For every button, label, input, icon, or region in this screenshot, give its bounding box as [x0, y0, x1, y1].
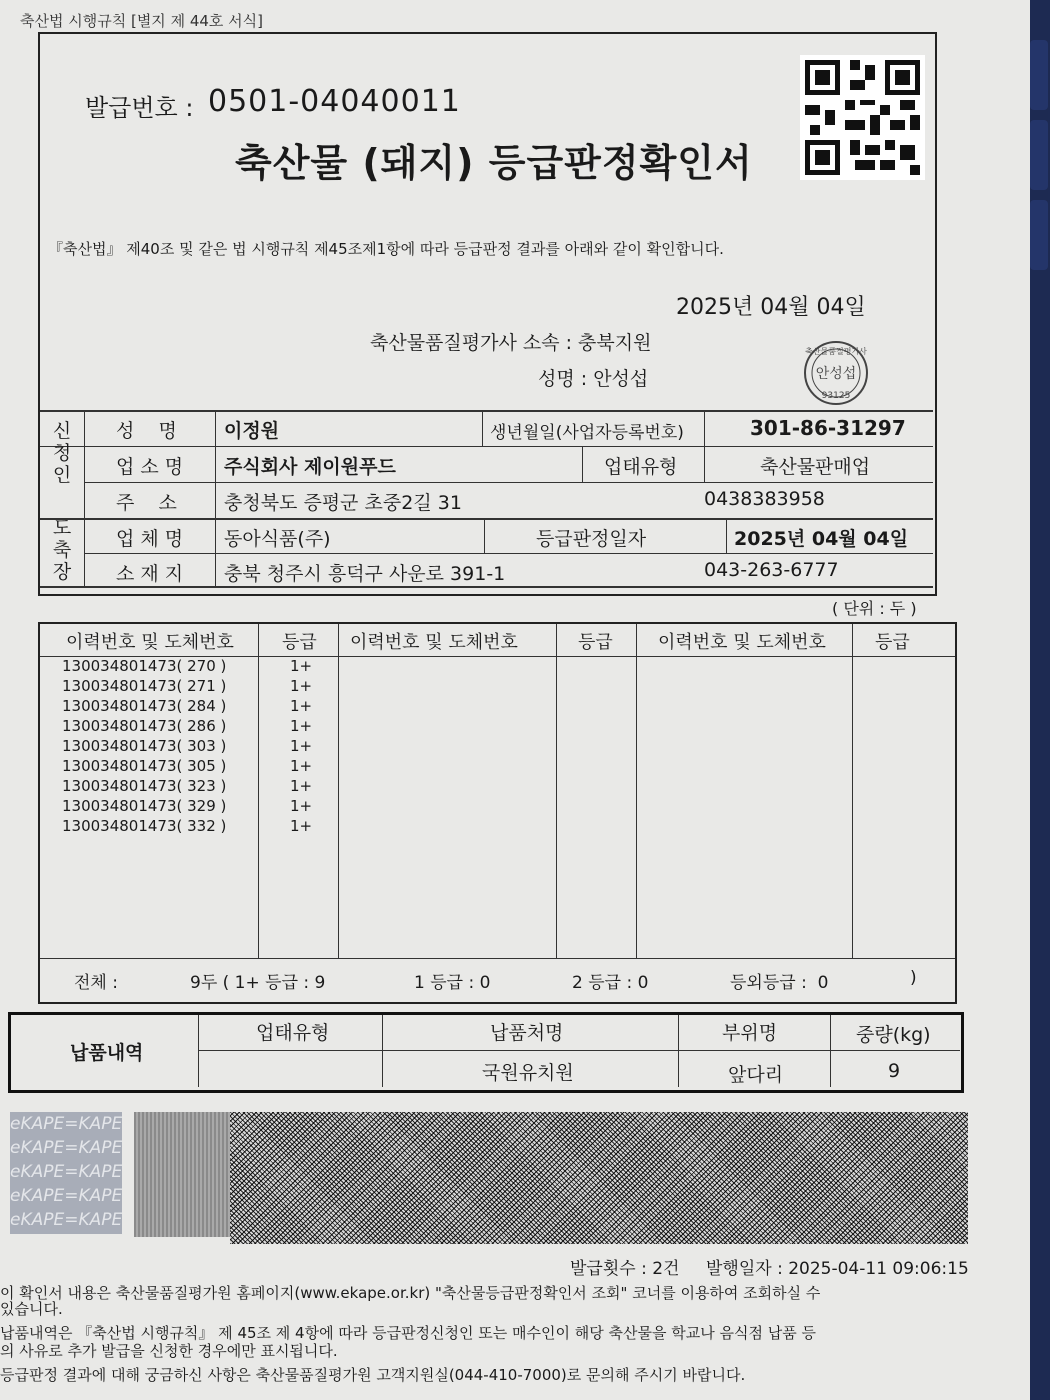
total-close: )	[910, 968, 917, 988]
grid-line	[198, 1015, 199, 1087]
watermark-line: eKAPE=KAPE	[10, 1138, 122, 1158]
grade-list	[290, 656, 312, 836]
delivery-place-header: 납품처명	[490, 1022, 564, 1044]
business-number: 301-86-31297	[750, 416, 906, 440]
company-label: 업 소 명	[116, 456, 184, 478]
delivery-part-header: 부위명	[722, 1022, 778, 1044]
carcass-grade: 1+	[290, 777, 313, 795]
ekape-watermark	[10, 1112, 122, 1234]
slaughterhouse-phone: 043-263-6777	[704, 559, 839, 581]
unit-label: ( 단위 : 두 )	[832, 599, 917, 618]
grid-line	[382, 1015, 383, 1087]
grid-line	[830, 1015, 831, 1087]
address-label: 주 소	[116, 492, 177, 514]
col-header-grade-3: 등급	[875, 632, 910, 653]
carcass-id: 130034801473( 270 )	[62, 657, 227, 675]
address: 충청북도 증평군 초중2길 31	[224, 492, 462, 514]
carcass-id: 130034801473( 305 )	[62, 757, 227, 775]
delivery-type-header: 업태유형	[256, 1022, 330, 1044]
carcass-grade: 1+	[290, 677, 313, 695]
grid-line	[84, 553, 933, 554]
evaluator-affiliation: 축산물품질평가사 소속 : 충북지원	[370, 332, 652, 354]
grid-line	[678, 1015, 679, 1087]
legal-statement: 『축산법』 제40조 및 같은 법 시행규칙 제45조제1항에 따라 등급판정 결과를 아래와 같이 확인합니다.	[48, 240, 724, 258]
qr-code	[800, 55, 925, 180]
col-header-grade-2: 등급	[578, 632, 613, 653]
carcass-id: 130034801473( 286 )	[62, 717, 227, 735]
watermark-line: eKAPE=KAPE	[10, 1186, 122, 1206]
grid-line	[636, 624, 637, 958]
grid-line	[40, 446, 933, 447]
col-header-id-2: 이력번호 및 도체번호	[350, 632, 518, 653]
background-keyboard	[1028, 0, 1050, 1400]
note-lookup: 이 확인서 내용은 축산물품질평가원 홈페이지(www.ekape.or.kr) "축산물등급판정확인서 조회" 코너를 이용하여 조회하실 수	[0, 1284, 821, 1302]
applicant-section-label: 신청인	[52, 420, 72, 486]
location-label: 소 재 지	[116, 563, 184, 585]
keyboard-key	[1030, 200, 1048, 270]
issue-date: 2025년 04월 04일	[676, 295, 866, 320]
birth-label: 생년월일(사업자등록번호)	[490, 423, 684, 443]
grid-line	[40, 958, 955, 959]
carcass-id: 130034801473( 323 )	[62, 777, 227, 795]
grid-line	[338, 624, 339, 958]
carcass-grade: 1+	[290, 717, 313, 735]
carcass-id: 130034801473( 329 )	[62, 797, 227, 815]
seal-name: 안성섭	[815, 366, 857, 382]
grading-date-label: 등급판정일자	[536, 528, 647, 550]
keyboard-key	[1030, 40, 1048, 110]
carcass-id-list	[62, 656, 226, 836]
note-lookup-cont: 있습니다.	[0, 1300, 63, 1318]
grade2-count: 2 등급 : 0	[572, 973, 649, 993]
grid-line	[582, 446, 583, 482]
seal-number: 93125	[821, 391, 851, 401]
note-delivery: 납품내역은 『축산법 시행규칙』 제 45조 제 4항에 따라 등급판정신청인 또는 매수인이 해당 축산물을 학교나 음식점 납품 등	[0, 1324, 816, 1342]
hologram-seal	[134, 1112, 232, 1237]
delivery-weight: 9	[888, 1060, 901, 1082]
grid-line	[726, 518, 727, 553]
slaughterhouse-section-label: 도축장	[52, 517, 72, 583]
col-header-id-1: 이력번호 및 도체번호	[66, 632, 234, 653]
slaughterhouse-name-label: 업 체 명	[116, 528, 184, 550]
slaughterhouse-name: 동아식품(주)	[224, 528, 331, 550]
col-header-grade-1: 등급	[282, 632, 317, 653]
grade1-count: 1 등급 : 0	[414, 973, 491, 993]
delivery-label: 납품내역	[70, 1042, 144, 1064]
evaluator-name: 성명 : 안성섭	[538, 368, 649, 390]
carcass-grade: 1+	[290, 817, 313, 835]
grid-line	[198, 1050, 960, 1051]
note-contact: 등급판정 결과에 대해 궁금하신 사항은 축산물품질평가원 고객지원실(044-410-7000)로 문의해 주시기 바랍니다.	[0, 1366, 746, 1384]
print-date: 발행일자 : 2025-04-11 09:06:15	[706, 1259, 969, 1279]
keyboard-key	[1030, 120, 1048, 190]
carcass-grade: 1+	[290, 737, 313, 755]
carcass-grade: 1+	[290, 657, 313, 675]
col-header-id-3: 이력번호 및 도체번호	[658, 632, 826, 653]
grid-line	[84, 482, 933, 483]
form-reference: 축산법 시행규칙 [별지 제 44호 서식]	[20, 12, 264, 30]
carcass-grade: 1+	[290, 797, 313, 815]
grid-line	[852, 624, 853, 958]
grid-line	[482, 410, 483, 446]
grid-line	[484, 518, 485, 553]
issue-count: 발급횟수 : 2건	[570, 1259, 680, 1279]
business-type-label: 업태유형	[604, 456, 678, 478]
issue-number-label: 발급번호 :	[85, 94, 194, 122]
grid-line	[84, 410, 85, 586]
total-count: 9두 ( 1+ 등급 : 9	[190, 973, 326, 993]
company-name: 주식회사 제이원푸드	[224, 456, 396, 478]
grid-line	[215, 410, 216, 586]
delivery-part: 앞다리	[728, 1064, 784, 1086]
location: 충북 청주시 흥덕구 사운로 391-1	[224, 563, 506, 585]
name-label: 성 명	[116, 420, 177, 442]
grading-date: 2025년 04월 04일	[734, 528, 909, 550]
watermark-line: eKAPE=KAPE	[10, 1210, 122, 1230]
carcass-id: 130034801473( 332 )	[62, 817, 227, 835]
grid-line	[40, 586, 933, 588]
watermark-line: eKAPE=KAPE	[10, 1114, 122, 1134]
other-grade-count: 등외등급 : 0	[730, 973, 829, 993]
grid-line	[556, 624, 557, 958]
carcass-id: 130034801473( 284 )	[62, 697, 227, 715]
seal-top-text: 축산물품질평가사	[805, 347, 867, 356]
carcass-id: 130034801473( 303 )	[62, 737, 227, 755]
issue-number: 0501-04040011	[208, 84, 461, 119]
business-type: 축산물판매업	[760, 456, 871, 478]
grid-line	[704, 410, 705, 482]
security-pattern	[230, 1112, 968, 1244]
delivery-place: 국원유치원	[482, 1062, 574, 1084]
carcass-grade: 1+	[290, 757, 313, 775]
grid-line	[40, 518, 933, 520]
carcass-id: 130034801473( 271 )	[62, 677, 227, 695]
grid-line	[258, 624, 259, 958]
carcass-grade: 1+	[290, 697, 313, 715]
watermark-line: eKAPE=KAPE	[10, 1162, 122, 1182]
note-delivery-cont: 의 사유로 추가 발급을 신청한 경우에만 표시됩니다.	[0, 1342, 338, 1360]
delivery-weight-header: 중량(kg)	[856, 1024, 931, 1046]
document-title: 축산물 (돼지) 등급판정확인서	[235, 141, 753, 185]
applicant-name: 이정원	[224, 420, 280, 442]
total-label: 전체 :	[74, 973, 118, 993]
applicant-phone: 0438383958	[704, 488, 825, 510]
official-seal	[793, 340, 879, 406]
